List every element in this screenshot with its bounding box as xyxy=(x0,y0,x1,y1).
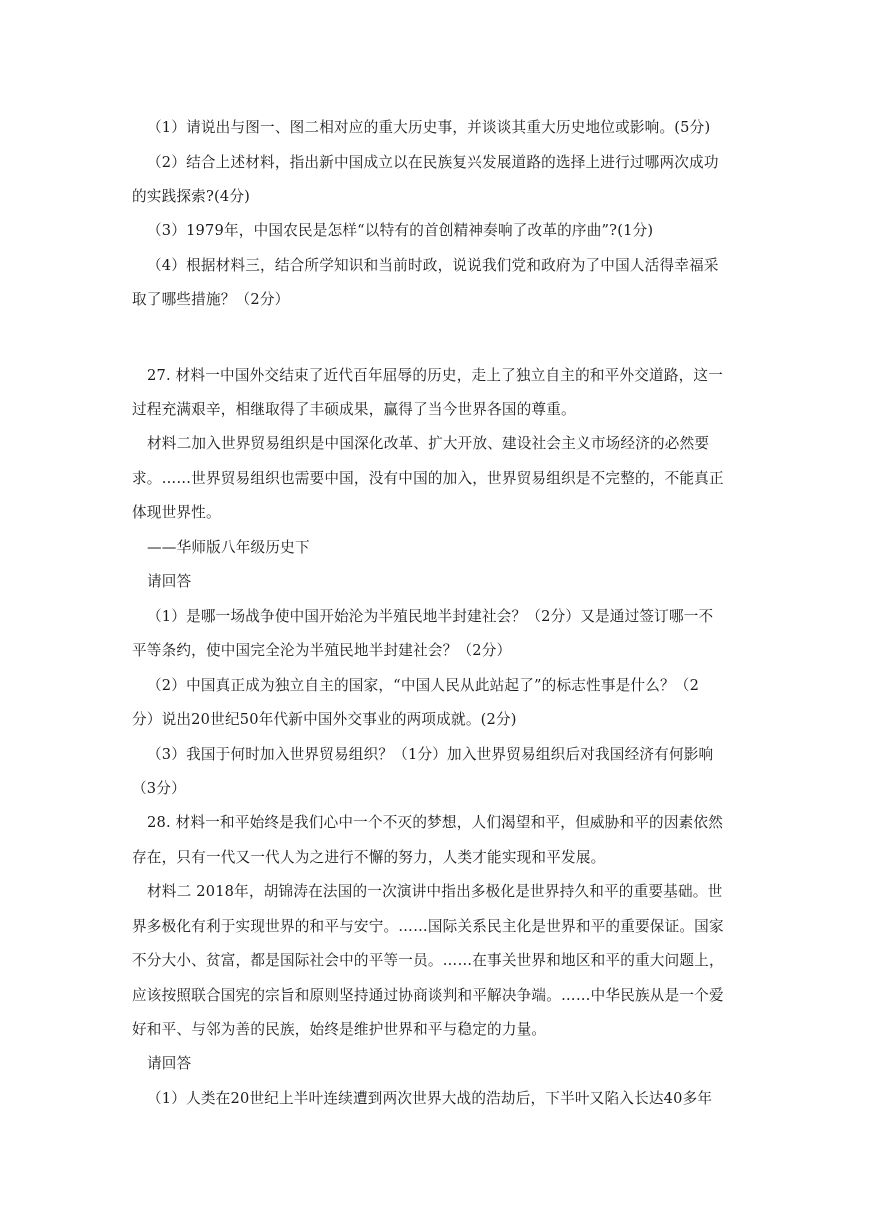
text-line: 不分大小、贫富，都是国际社会中的平等一员。……在事关世界和地区和平的重大问题上， xyxy=(132,952,724,969)
text-line: （1）是哪一场战争使中国开始沦为半殖民地半封建社会？（2分）又是通过签订哪一不 xyxy=(147,608,714,625)
text-line: 应该按照联合国宪的宗旨和原则坚持通过协商谈判和平解决争端。……中华民族从是一个爱 xyxy=(132,987,724,1004)
text-line: 请回答 xyxy=(147,573,192,590)
text-line: 好和平、与邻为善的民族，始终是维护世界和平与稳定的力量。 xyxy=(132,1021,547,1038)
text-line: 材料二 2018年，胡锦涛在法国的一次演讲中指出多极化是世界持久和平的重要基础。世 xyxy=(147,883,723,900)
text-line: 请回答 xyxy=(147,1055,192,1072)
text-line: （2）结合上述材料，指出新中国成立以在民族复兴发展道路的选择上进行过哪两次成功 xyxy=(147,154,719,171)
text-line: 体现世界性。 xyxy=(132,504,221,521)
text-line: 28. 材料一和平始终是我们心中一个不灭的梦想，人们渴望和平，但威胁和平的因素依然 xyxy=(147,814,724,831)
text-line: 材料二加入世界贸易组织是中国深化改革、扩大开放、建设社会主义市场经济的必然要 xyxy=(147,435,710,452)
text-line: 分）说出20世纪50年代新中国外交事业的两项成就。(2分) xyxy=(132,711,517,728)
text-line: 求。……世界贸易组织也需要中国，没有中国的加入，世界贸易组织是不完整的，不能真正 xyxy=(132,470,724,487)
text-line: 平等条约，使中国完全沦为半殖民地半封建社会？（2分） xyxy=(132,642,512,659)
text-line: 取了哪些措施？（2分） xyxy=(132,291,290,308)
text-line: 过程充满艰辛，相继取得了丰硕成果，赢得了当今世界各国的尊重。 xyxy=(132,401,576,418)
text-line: 27. 材料一中国外交结束了近代百年屈辱的历史，走上了独立自主的和平外交道路，这一 xyxy=(147,367,724,384)
text-line: 界多极化有利于实现世界的和平与安宁。……国际关系民主化是世界和平的重要保证。国家 xyxy=(132,918,724,935)
text-line: ——华师版八年级历史下 xyxy=(147,539,310,556)
text-line: （2）中国真正成为独立自主的国家，“中国人民从此站起了”的标志性事是什么？（2 xyxy=(147,677,700,694)
text-line: （1）请说出与图一、图二相对应的重大历史事，并谈谈其重大历史地位或影响。(5分) xyxy=(147,119,711,136)
text-line: （3）1979年，中国农民是怎样“以特有的首创精神奏响了改革的序曲”?(1分) xyxy=(147,222,654,239)
text-line: 存在，只有一代又一代人为之进行不懈的努力，人类才能实现和平发展。 xyxy=(132,849,606,866)
text-line: （1）人类在20世纪上半叶连续遭到两次世界大战的浩劫后，下半叶又陷入长达40多年 xyxy=(147,1090,713,1107)
text-line: 的实践探索?(4分) xyxy=(132,188,251,205)
text-line: （3）我国于何时加入世界贸易组织？（1分）加入世界贸易组织后对我国经济有何影响 xyxy=(147,746,714,763)
text-line: （4）根据材料三，结合所学知识和当前时政，说说我们党和政府为了中国人活得幸福采 xyxy=(147,257,719,274)
text-line: （3分） xyxy=(132,780,186,797)
